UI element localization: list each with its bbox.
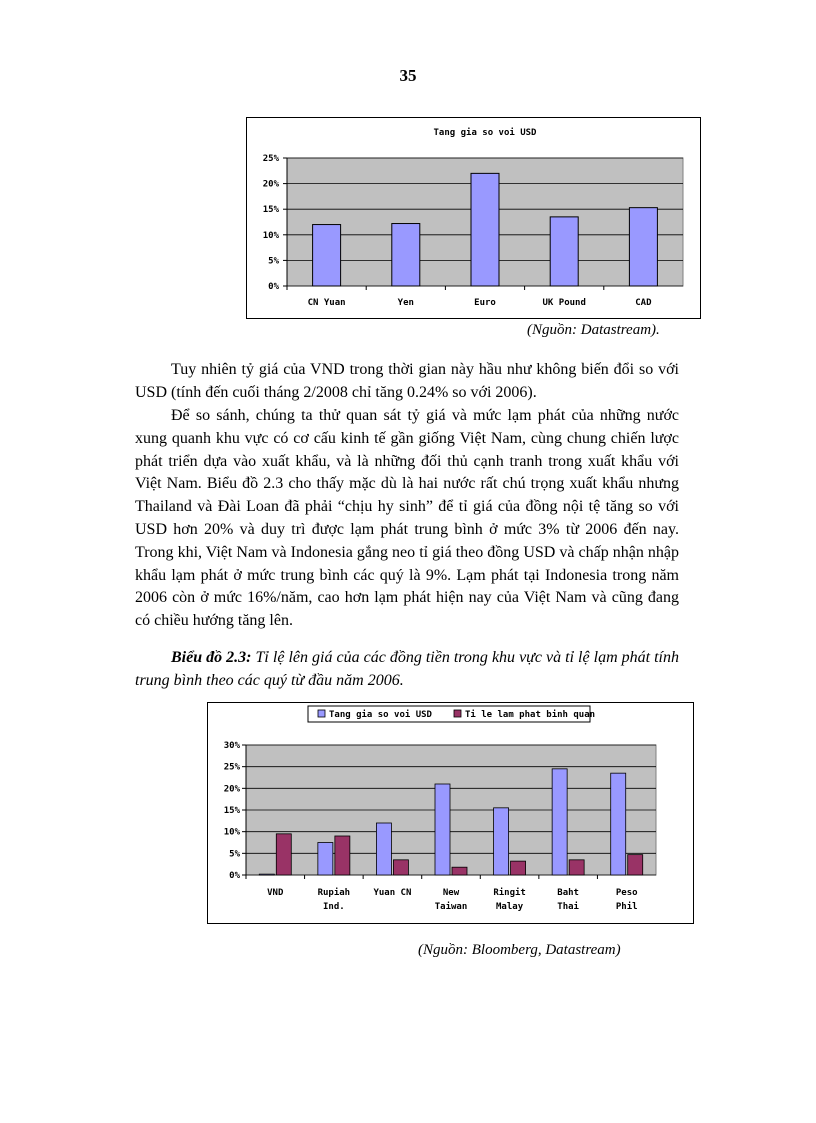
y-tick-label: 15%: [262, 205, 279, 216]
x-tick-label-line: Phil: [615, 902, 638, 912]
x-tick-label: [267, 888, 284, 898]
x-tick-label-line: Malay: [496, 902, 524, 912]
x-tick-label: CN Yuan: [307, 298, 346, 308]
chart-title: Tang gia so voi USD: [433, 128, 537, 138]
bar-s1-peso-phil: [611, 773, 626, 875]
figure-caption: [135, 647, 679, 693]
x-tick-label-line: Yuan CN: [373, 888, 412, 898]
x-tick-label-line: Rupiah: [317, 888, 351, 898]
bar-s2-ringit-malay: [511, 861, 526, 875]
x-tick-label: [435, 888, 468, 912]
legend-label-2: Ti le lam phat binh quan: [465, 710, 596, 720]
caption-text: Tỉ lệ lên giá của các đồng tiền trong khu vực và tỉ lệ lạm phát tính trung bình theo các quý từ đầu năm 2006.: [135, 649, 679, 689]
bar-s1-yuancn: [376, 823, 391, 875]
bar-euro: [471, 173, 499, 286]
y-tick-label: 20%: [223, 784, 240, 795]
bar-s1-rupiah-ind: [318, 843, 333, 876]
y-tick-label: 15%: [223, 806, 240, 816]
x-tick-label: UK Pound: [542, 298, 586, 308]
y-tick-label: 5%: [229, 849, 240, 860]
x-tick-label-line: VND: [267, 888, 284, 898]
y-tick-label: 25%: [262, 154, 279, 164]
paragraph-2: Để so sánh, chúng ta thử quan sát tỷ giá và mức lạm phát của những nước xung quanh khu vực có cơ cấu kinh tế gần giống Việt Nam, cùng chung chiến lược phát triển dựa vào xuất khẩu, và là những đối thủ cạnh tranh trong xuất khẩu với Việt Nam. Biểu đồ 2.3 cho thấy mặc dù là hai nước rất chú trọng xuất khẩu nhưng Thailand và Đài Loan đã phải “chịu hy sinh” để tỉ giá của đồng nội tệ tăng so với USD hơn 20% và duy trì được lạm phát trung bình ở mức 3% từ 2006 đến nay. Trong khi, Việt Nam và Indonesia gắng neo tỉ giá theo đồng USD và chấp nhận nhập khẩu lạm phát ở mức trung bình các quý là 9%. Lạm phát tại Indonesia trong năm 2006 còn ở mức 16%/năm, cao hơn lạm phát hiện nay của Việt Nam và cũng đang có chiều hướng tăng lên.: [135, 407, 679, 630]
x-tick-label-line: Ind.: [323, 902, 345, 912]
y-tick-label: 10%: [223, 827, 240, 838]
bar-s1-new-taiwan: [435, 784, 450, 875]
chart-1-svg: [247, 118, 700, 318]
legend-swatch-1: [318, 710, 325, 717]
x-tick-label-line: New: [442, 888, 460, 898]
bar-s1-baht-thai: [552, 769, 567, 875]
caption-label: Biểu đồ 2.3:: [171, 649, 252, 666]
bar-s2-new-taiwan: [452, 867, 467, 875]
x-tick-label: [493, 887, 526, 912]
x-tick-label: [318, 887, 351, 912]
bar-s1-ringit-malay: [494, 808, 509, 875]
bar-s2-rupiah-ind: [335, 836, 350, 875]
legend-label-1: Tang gia so voi USD: [329, 710, 432, 720]
bar-cad: [629, 208, 657, 286]
y-tick-label: 20%: [262, 179, 279, 190]
y-tick-label: 10%: [262, 230, 279, 241]
page-number: 35: [399, 66, 417, 85]
y-tick-label: 0%: [229, 871, 240, 881]
bar-s2-baht-thai: [569, 860, 584, 875]
x-tick-label: [373, 888, 411, 898]
x-tick-label: CAD: [635, 298, 652, 308]
x-tick-label-line: Taiwan: [434, 902, 468, 912]
x-tick-label: Yen: [397, 298, 414, 308]
chart-2-svg: [208, 703, 693, 923]
x-tick-label: [616, 888, 638, 912]
x-tick-label: [557, 888, 579, 912]
x-tick-label: Euro: [474, 298, 496, 308]
x-tick-label-line: Peso: [615, 888, 638, 898]
legend-swatch-2: [454, 710, 461, 717]
bar-s1-vnd: [259, 874, 274, 875]
x-tick-label-line: Thai: [557, 902, 579, 912]
y-tick-label: 30%: [223, 741, 240, 751]
bar-s2-yuancn: [393, 860, 408, 875]
legend: [308, 706, 595, 722]
y-tick-label: 25%: [223, 762, 240, 773]
source-note-2: (Nguồn: Bloomberg, Datastream): [418, 942, 621, 958]
bar-s2-vnd: [276, 834, 291, 875]
paragraph-1: Tuy nhiên tỷ giá của VND trong thời gian này hầu như không biến đổi so với USD (tính đến cuối tháng 2/2008 chỉ tăng 0.24% so với 2006).: [135, 361, 679, 401]
y-tick-label: 0%: [268, 282, 279, 292]
bar-yen: [392, 224, 420, 286]
x-tick-label-line: Ringit: [493, 888, 526, 898]
y-tick-label: 5%: [268, 256, 279, 267]
bar-uk-pound: [550, 217, 578, 286]
x-tick-label-line: Baht: [557, 888, 579, 898]
bar-cn-yuan: [313, 225, 341, 286]
bar-s2-peso-phil: [628, 855, 643, 875]
source-note-1: (Nguồn: Datastream).: [527, 322, 660, 338]
chart-region-currencies-inflation: [207, 702, 694, 924]
chart-currency-appreciation: [246, 117, 701, 319]
